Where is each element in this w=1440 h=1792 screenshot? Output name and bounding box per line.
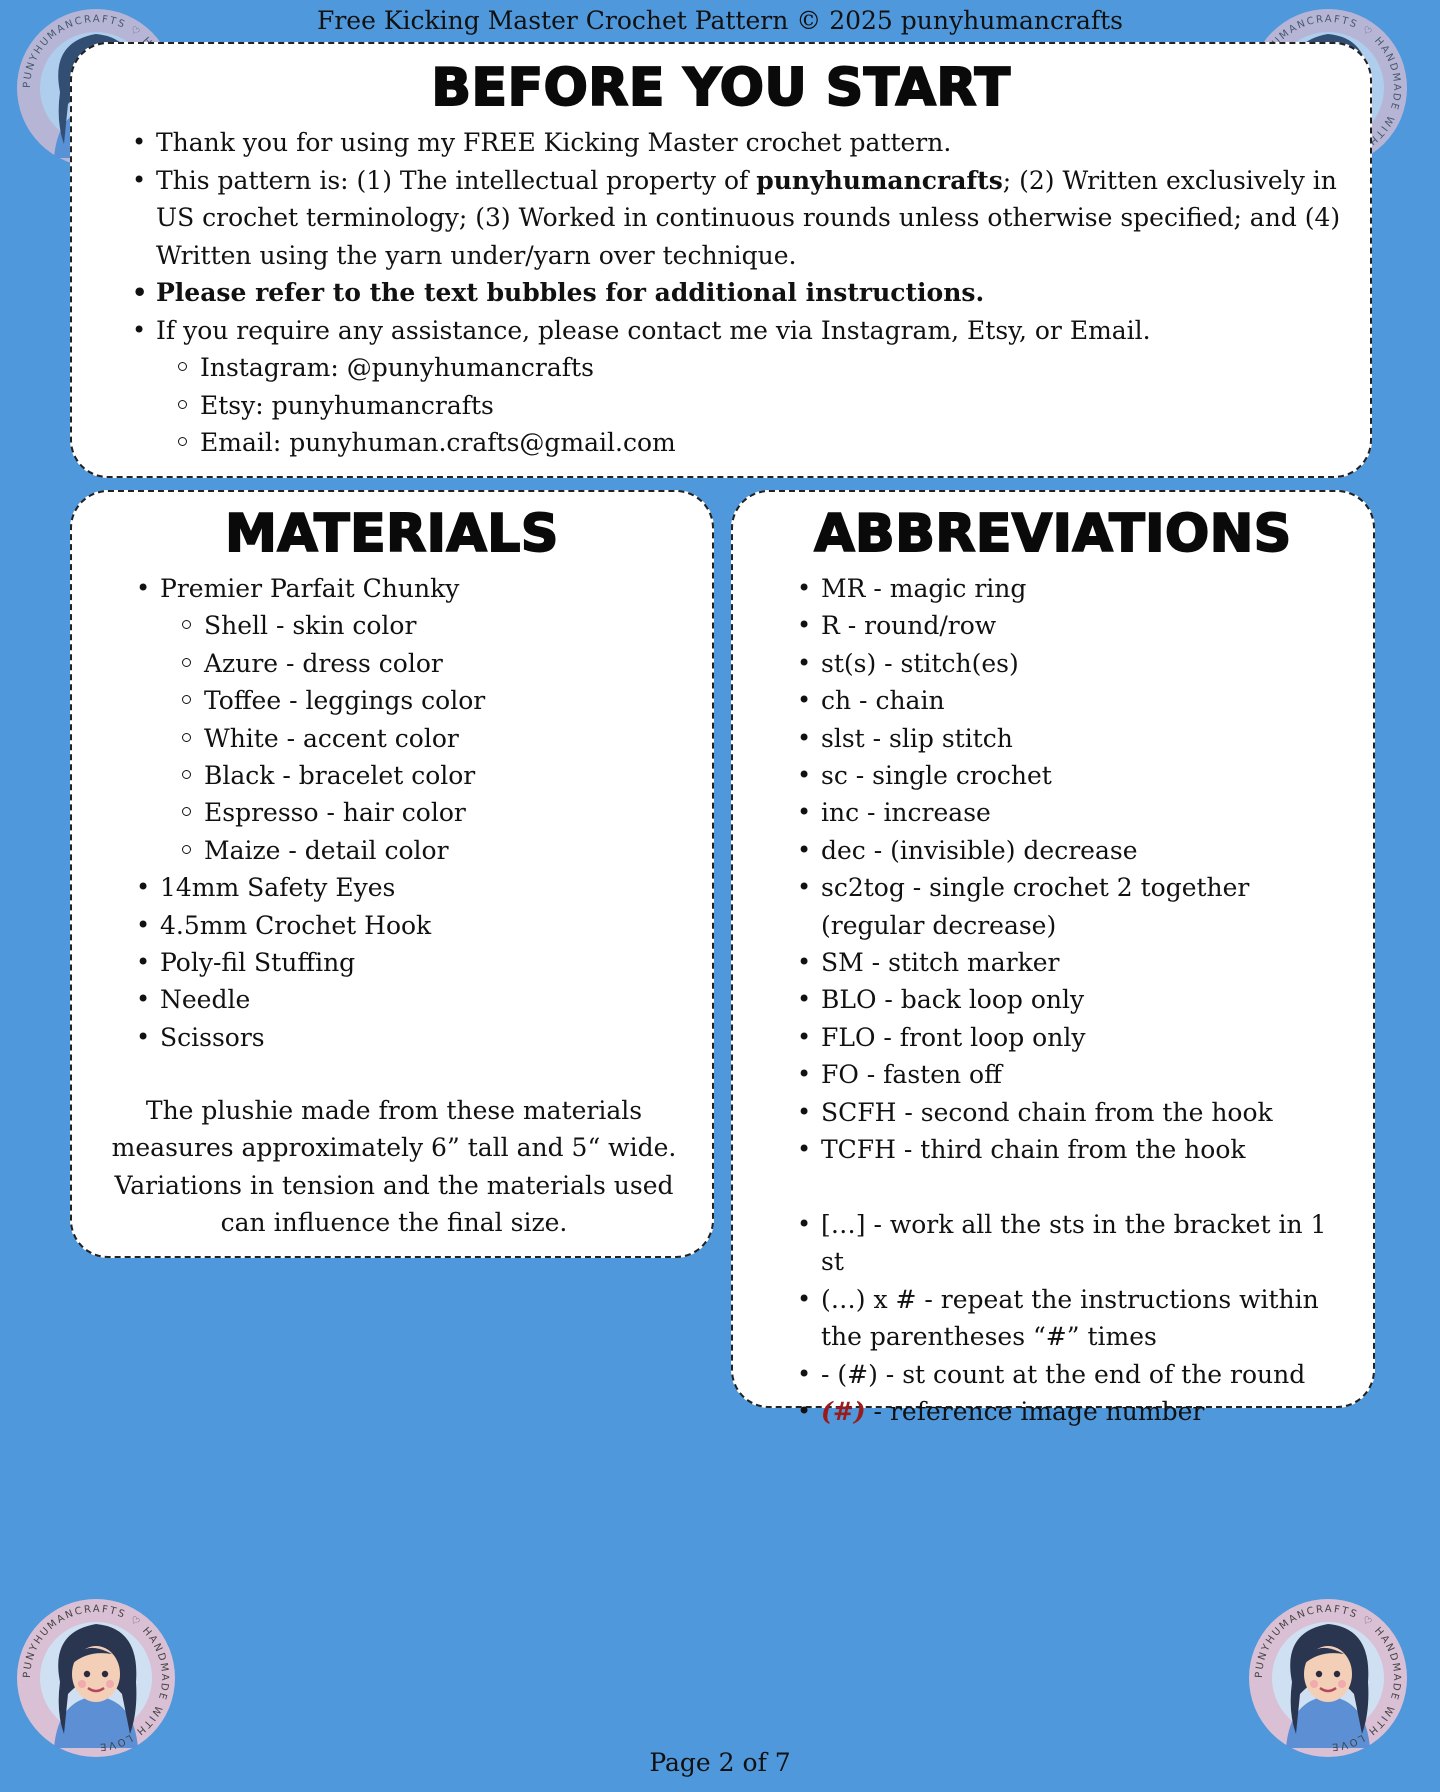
contact-list: [200, 349, 1346, 462]
list-item: • […] - work all the sts in the bracket in 1 st: [821, 1206, 1341, 1281]
page-number: Page 2 of 7: [649, 1748, 791, 1777]
list-item: • Poly-fil Stuffing: [160, 944, 680, 981]
abbreviations-heading: ABBREVIATIONS: [814, 504, 1292, 564]
list-item-text: If you require any assistance, please contact me via Instagram, Etsy, or Email.: [156, 315, 1151, 345]
list-item: [156, 162, 1346, 275]
list-item: Espresso - hair color: [204, 794, 680, 831]
before-you-start-list: [156, 124, 1346, 462]
list-item: • SM - stitch marker: [821, 944, 1341, 981]
list-item-text: This pattern is: (1) The intellectual property of: [156, 165, 757, 195]
list-item: • SCFH - second chain from the hook: [821, 1094, 1341, 1131]
yarn-name: Premier Parfait Chunky: [160, 574, 460, 603]
materials-size-note: The plushie made from these materials measures approximately 6” tall and 5“ wide. Variations in tension and the materials used can influence the final size.: [111, 1096, 677, 1238]
list-item: • (…) x # - repeat the instructions within the parentheses “#” times: [821, 1281, 1341, 1356]
materials-card: [70, 490, 714, 1258]
abbreviations-card: [731, 490, 1375, 1426]
list-item: Shell - skin color: [204, 607, 680, 644]
list-item: White - accent color: [204, 720, 680, 757]
before-you-start-heading: BEFORE YOU START: [431, 58, 1011, 118]
before-you-start-card: [70, 42, 1372, 478]
list-item: Azure - dress color: [204, 645, 680, 682]
list-item: • TCFH - third chain from the hook: [821, 1131, 1341, 1168]
abbreviations-list: [821, 570, 1341, 1169]
symbols-list: [821, 1206, 1341, 1430]
list-item: • st(s) - stitch(es): [821, 645, 1341, 682]
list-item: • sc2tog - single crochet 2 together (regular decrease): [821, 869, 1341, 944]
list-item: [160, 570, 680, 869]
list-item: • Needle: [160, 981, 680, 1018]
list-item: • ch - chain: [821, 682, 1341, 719]
reference-mark: (#): [821, 1396, 866, 1426]
list-item: • inc - increase: [821, 794, 1341, 831]
page-header: Free Kicking Master Crochet Pattern © 2025 punyhumancrafts: [316, 6, 1124, 35]
logo-avatar-bottom-left: [16, 1598, 176, 1758]
list-item: [821, 1393, 1341, 1430]
materials-list: [160, 570, 680, 1056]
list-item: • R - round/row: [821, 607, 1341, 644]
list-item: • FO - fasten off: [821, 1056, 1341, 1093]
contact-instagram: Instagram: @punyhumancrafts: [200, 349, 1346, 387]
logo-avatar-bottom-right: [1248, 1598, 1408, 1758]
list-item-text: ; (2) Written exclusively in US crochet terminology; (3) Worked in continuous rounds unless otherwise specified; and (4) Written using the yarn under/yarn over technique.: [156, 165, 1341, 270]
list-item: • 14mm Safety Eyes: [160, 869, 680, 906]
contact-email: Email: punyhuman.crafts@gmail.com: [200, 424, 1346, 462]
materials-heading: MATERIALS: [225, 504, 559, 564]
yarn-colors-list: [204, 607, 680, 869]
list-item: • FLO - front loop only: [821, 1019, 1341, 1056]
list-item: • dec - (invisible) decrease: [821, 832, 1341, 869]
contact-etsy: Etsy: punyhumancrafts: [200, 387, 1346, 425]
list-item: • BLO - back loop only: [821, 981, 1341, 1018]
list-item: • Scissors: [160, 1019, 680, 1056]
list-item: • Thank you for using my FREE Kicking Master crochet pattern.: [156, 124, 1346, 162]
list-item: Toffee - leggings color: [204, 682, 680, 719]
list-item-text: - reference image number: [865, 1396, 1205, 1426]
list-item: • - (#) - st count at the end of the round: [821, 1356, 1341, 1393]
list-item: Black - bracelet color: [204, 757, 680, 794]
list-item: [156, 312, 1346, 462]
list-item: • 4.5mm Crochet Hook: [160, 907, 680, 944]
list-item: Maize - detail color: [204, 832, 680, 869]
list-item: • Please refer to the text bubbles for additional instructions.: [156, 274, 1346, 312]
list-item: • slst - slip stitch: [821, 720, 1341, 757]
list-item: • sc - single crochet: [821, 757, 1341, 794]
brand-name: punyhumancrafts: [756, 165, 1003, 195]
list-item: • MR - magic ring: [821, 570, 1341, 607]
